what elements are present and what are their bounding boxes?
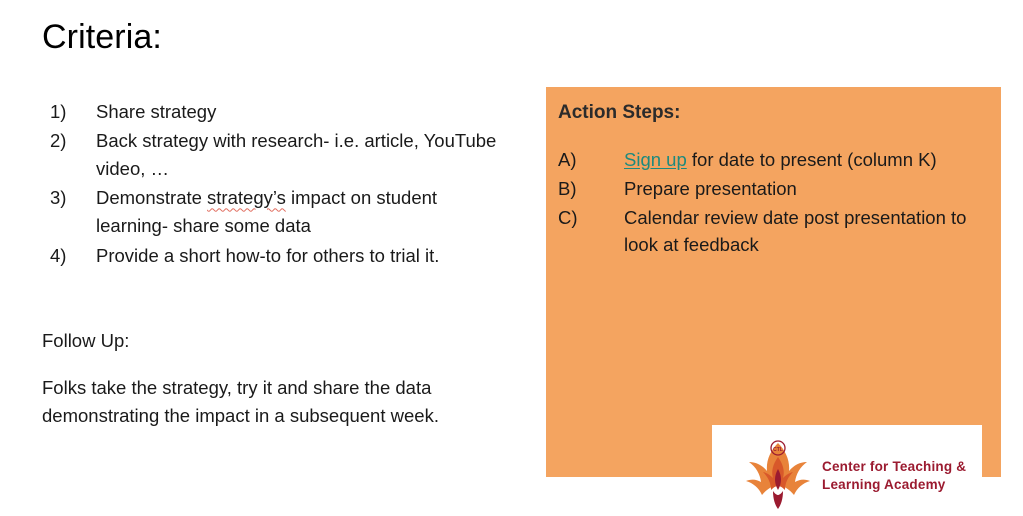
list-item	[558, 146, 990, 174]
spellcheck-underlined-text: strategy’s	[207, 187, 286, 209]
list-item	[42, 184, 512, 240]
list-item	[558, 175, 990, 203]
list-marker: 4)	[50, 244, 67, 266]
logo-mark-label: CTL	[773, 447, 783, 453]
list-marker: 1)	[50, 101, 67, 122]
list-text-after: impact on student learning- share some data	[96, 187, 438, 237]
logo-line-2: Learning Academy	[822, 477, 946, 493]
page-title: Criteria:	[42, 18, 162, 56]
list-item	[42, 127, 512, 183]
sign-up-link[interactable]: Sign up	[624, 149, 687, 170]
list-text-before: Demonstrate	[96, 187, 208, 209]
list-item	[42, 98, 512, 126]
list-item	[558, 204, 990, 260]
list-marker: B)	[558, 177, 577, 199]
action-steps-title: Action Steps:	[558, 102, 681, 123]
list-text: Provide a short how-to for others to trial it.	[96, 244, 440, 266]
logo-line-1: Center for Teaching &	[822, 459, 967, 474]
logo-block	[712, 425, 982, 516]
phoenix-logo-icon	[740, 435, 816, 513]
logo-wordmark	[822, 458, 966, 494]
list-text: Calendar review date post presentation to look at feedback	[624, 206, 967, 256]
followup-label: Follow Up:	[42, 330, 130, 351]
list-text: Prepare presentation	[624, 177, 797, 199]
criteria-section	[42, 98, 512, 271]
list-marker: 2)	[50, 130, 67, 152]
action-steps-panel	[546, 87, 1001, 477]
list-text: Share strategy	[96, 101, 217, 122]
list-item	[42, 242, 512, 270]
action-steps-list	[558, 146, 990, 260]
list-text: for date to present (column K)	[686, 149, 937, 170]
list-marker: A)	[558, 149, 577, 170]
followup-body: Folks take the strategy, try it and share the data demonstrating the impact in a subsequent week.	[42, 377, 439, 427]
list-marker: C)	[558, 206, 578, 228]
criteria-list	[42, 98, 512, 270]
list-text: Back strategy with research- i.e. article, YouTube video, …	[96, 130, 497, 180]
list-marker: 3)	[50, 187, 67, 209]
